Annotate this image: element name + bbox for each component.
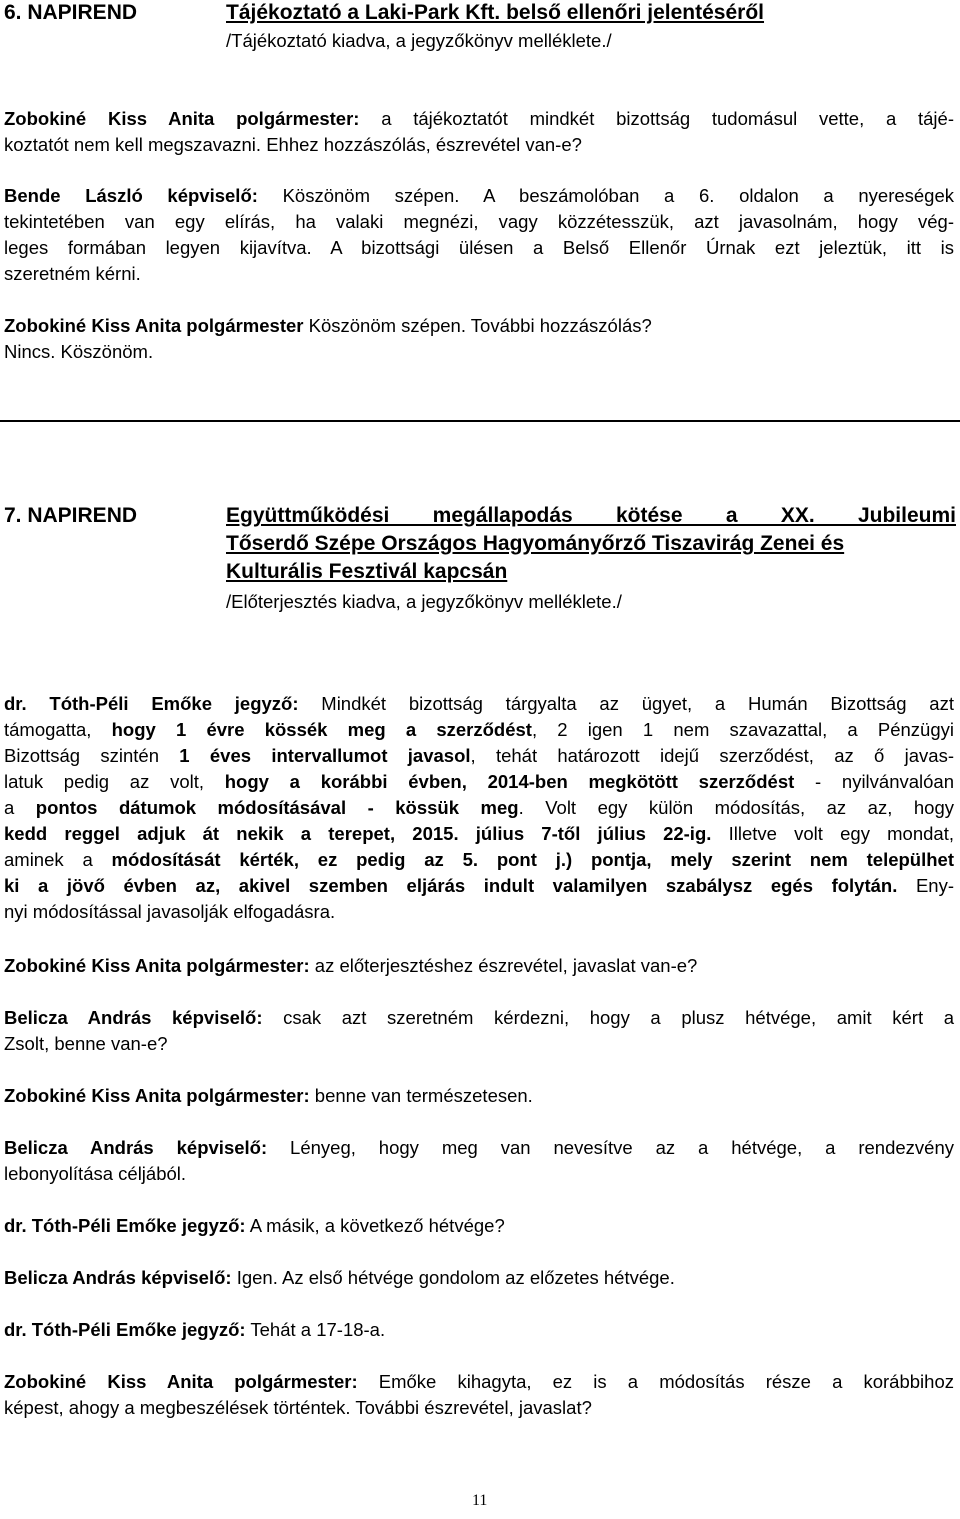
emphasized-text: hogy 1 évre kössék meg a szerződést <box>111 719 532 740</box>
paragraph-text: Igen. Az első hétvége gondolom az előzetes hétvége. <box>231 1267 675 1288</box>
section-7-note: /Előterjesztés kiadva, a jegyzőkönyv melléklete./ <box>226 591 622 612</box>
paragraph-text: . Volt egy külön módosítás, az az, hogy <box>518 797 954 818</box>
speaker-label: Bende László képviselő: <box>4 185 258 206</box>
speaker-label: Zobokiné Kiss Anita polgármester <box>4 315 304 336</box>
paragraph-2-line-2 <box>4 209 954 235</box>
paragraph-6-line-2: Zsolt, benne van-e? <box>4 1033 168 1054</box>
paragraph-text: - nyilvánvalóan <box>794 771 955 792</box>
emphasized-text: módosítását kérték, ez pedig az 5. pont j.) pontja, mely szerint nem települhet <box>111 849 954 870</box>
emphasized-text: dr. Tóth-Péli Emőke jegyző: <box>4 693 299 714</box>
paragraph-2-line-3 <box>4 235 954 261</box>
emphasized-text: ki a jövő évben az, akivel szemben eljárás indult valamilyen szabálysz egés folytán. <box>4 875 898 896</box>
section-divider <box>0 420 960 422</box>
paragraph-text: a <box>4 797 36 818</box>
paragraph-3-line-1 <box>4 313 652 339</box>
section-7-title-line-1 <box>226 503 956 529</box>
speaker-label: Zobokiné Kiss Anita polgármester: <box>4 1085 310 1106</box>
paragraph-text: az előterjesztéshez észrevétel, javaslat van-e? <box>309 955 698 976</box>
section-6-title: Tájékoztató a Laki-Park Kft. belső ellenőri jelentéséről <box>226 1 765 24</box>
paragraph-text: tekintetében van egy elírás, ha valaki megnézi, vagy közzétesszük, azt javasolnám, hogy vég- <box>4 211 954 232</box>
paragraph-text: Tehát a 17-18-a. <box>245 1319 386 1340</box>
paragraph-text: Köszönöm szépen. További hozzászólás? <box>303 315 652 336</box>
section-7-number: 7. NAPIREND <box>4 504 138 527</box>
paragraph-text: a tájékoztatót mindkét bizottság tudomásul vette, a tájé- <box>359 108 954 129</box>
paragraph-text: Eny- <box>897 875 954 896</box>
paragraph-8-line-2: lebonyolítása céljából. <box>4 1163 187 1184</box>
section-6-number: 6. NAPIREND <box>4 1 138 24</box>
section-7-title-line-3: Kulturális Fesztivál kapcsán <box>226 560 508 583</box>
paragraph-text: Mindkét bizottság tárgyalta az ügyet, a Humán Bizottság azt <box>298 693 954 714</box>
emphasized-text: 1 éves intervallumot javasol <box>179 745 471 766</box>
section-6-note: /Tájékoztató kiadva, a jegyzőkönyv melléklete./ <box>226 30 612 51</box>
paragraph-12-line-1 <box>4 1369 954 1395</box>
paragraph-1-line-2: koztatót nem kell megszavazni. Ehhez hozzászólás, észrevétel van-e? <box>4 134 582 155</box>
paragraph-6-line-1 <box>4 1005 954 1031</box>
paragraph-text: csak azt szeretném kérdezni, hogy a plusz hétvége, amit kért a <box>262 1007 954 1028</box>
page-number: 11 <box>472 1492 488 1509</box>
paragraph-1-line-1 <box>4 106 954 132</box>
paragraph-5 <box>4 953 697 979</box>
speaker-label: Belicza András képviselő: <box>4 1267 232 1288</box>
paragraph-text: Illetve volt egy mondat, <box>711 823 954 844</box>
speaker-label: Belicza András képviselő: <box>4 1137 268 1158</box>
paragraph-4-line-7 <box>4 847 954 873</box>
paragraph-4-line-4 <box>4 769 954 795</box>
paragraph-text: , 2 igen 1 nem szavazattal, a Pénzügyi <box>531 719 954 740</box>
paragraph-2-line-1 <box>4 183 954 209</box>
paragraph-4-line-1 <box>4 691 954 717</box>
speaker-label: Belicza András képviselő: <box>4 1007 263 1028</box>
section-7-title-text: Együttműködési megállapodás kötése a XX. Jubileumi <box>226 504 956 527</box>
speaker-label: dr. Tóth-Péli Emőke jegyző: <box>4 1319 246 1340</box>
paragraph-text: latuk pedig az volt, <box>4 771 225 792</box>
paragraph-10 <box>4 1265 675 1291</box>
paragraph-text: Lényeg, hogy meg van nevesítve az a hétvége, a rendezvény <box>267 1137 954 1158</box>
paragraph-4-line-6 <box>4 821 954 847</box>
speaker-label: Zobokiné Kiss Anita polgármester: <box>4 1371 358 1392</box>
section-7-title-line-2: Tőserdő Szépe Országos Hagyományőrző Tiszavirág Zenei és <box>226 532 845 555</box>
paragraph-text: Köszönöm szépen. A beszámolóban a 6. oldalon a nyereségek <box>257 185 955 206</box>
paragraph-4-line-3 <box>4 743 954 769</box>
paragraph-text: Emőke kihagyta, ez is a módosítás része a korábbihoz <box>357 1371 954 1392</box>
paragraph-4-line-5 <box>4 795 954 821</box>
paragraph-text: leges formában legyen kijavítva. A bizottsági ülésen a Belső Ellenőr Úrnak ezt jeleztük, itt is <box>4 237 954 258</box>
speaker-label: Zobokiné Kiss Anita polgármester: <box>4 955 310 976</box>
emphasized-text: pontos dátumok módosításával - kössük meg <box>35 797 519 818</box>
speaker-label: dr. Tóth-Péli Emőke jegyző: <box>4 1215 246 1236</box>
paragraph-3-line-2: Nincs. Köszönöm. <box>4 341 154 362</box>
paragraph-text: benne van természetesen. <box>309 1085 533 1106</box>
paragraph-7 <box>4 1083 533 1109</box>
paragraph-11 <box>4 1317 385 1343</box>
paragraph-8-line-1 <box>4 1135 954 1161</box>
paragraph-12-line-2: képest, ahogy a megbeszélések történtek. További észrevétel, javaslat? <box>4 1397 592 1418</box>
paragraph-text: aminek a <box>4 849 112 870</box>
paragraph-text: Bizottság szintén <box>4 745 180 766</box>
paragraph-4-line-9: nyi módosítással javasolják elfogadásra. <box>4 901 336 922</box>
paragraph-9 <box>4 1213 505 1239</box>
emphasized-text: kedd reggel adjuk át nekik a terepet, 2015. július 7-től július 22-ig. <box>4 823 712 844</box>
paragraph-2-line-4: szeretném kérni. <box>4 263 141 284</box>
paragraph-text: A másik, a következő hétvége? <box>245 1215 505 1236</box>
paragraph-4-line-8 <box>4 873 954 899</box>
paragraph-text: , tehát határozott idejű szerződést, az ő javas- <box>470 745 954 766</box>
speaker-label: Zobokiné Kiss Anita polgármester: <box>4 108 360 129</box>
paragraph-text: támogatta, <box>4 719 112 740</box>
emphasized-text: hogy a korábbi évben, 2014-ben megkötött szerződést <box>224 771 795 792</box>
paragraph-4-line-2 <box>4 717 954 743</box>
